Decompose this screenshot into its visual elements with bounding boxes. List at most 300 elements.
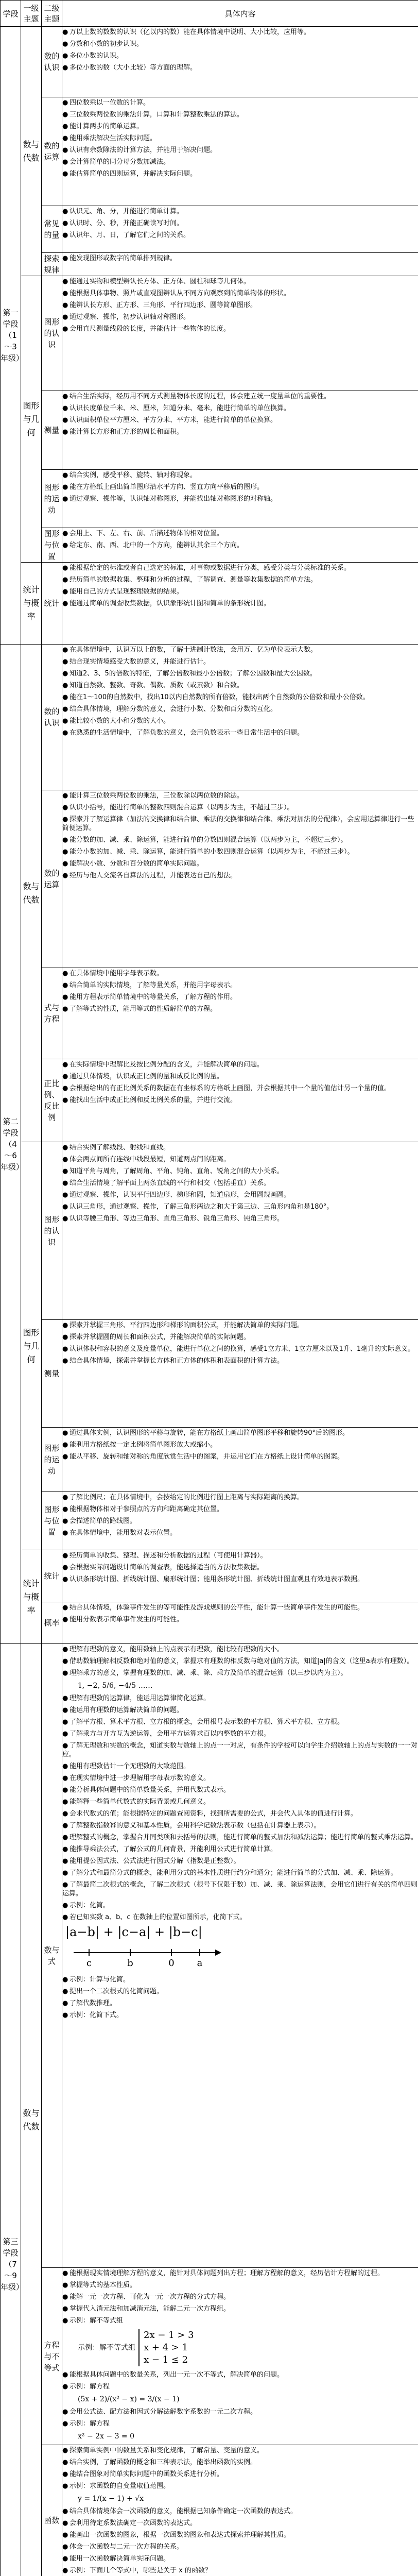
content-item (62, 1084, 418, 1093)
content-item-text: 结合简单的实际情境，了解等量关系，并能用字母表示。 (69, 981, 237, 989)
header-level1: 一级主题 (21, 1, 42, 27)
bullet-icon: ● (62, 393, 68, 400)
bullet-icon: ● (62, 1706, 68, 1714)
bullet-icon: ● (62, 123, 68, 130)
content-item-text: 认识长度单位千米、米、厘米，知道分米、毫米，能进行简单的单位换算。 (69, 404, 291, 412)
bullet-icon: ● (62, 146, 68, 154)
bullet-icon: ● (62, 705, 68, 713)
content-item (62, 2316, 418, 2325)
content-item (62, 122, 418, 131)
content-item-text: 体会两点间所有连线中线段最短，知道两点间的距离。 (69, 1156, 231, 1163)
content-item-text: 提出一个二次根式的化简问题。 (69, 1988, 164, 1995)
content-item (62, 1657, 418, 1666)
content-cell (62, 1142, 418, 1320)
content-item (62, 2408, 418, 2416)
bullet-icon: ● (62, 1657, 68, 1665)
content-item-text: 能结合图象对简单实际问题中的函数关系进行分析。 (69, 2470, 224, 2478)
bullet-icon: ● (62, 1730, 68, 1738)
bullet-icon: ● (62, 1096, 68, 1104)
content-item (62, 859, 418, 868)
content-item-text: 示例：解方程 (69, 2383, 110, 2391)
number-line-label: b (127, 1958, 133, 1969)
content-item (62, 1429, 418, 1437)
bullet-icon: ● (62, 1976, 68, 1984)
content-item-text: 示例：解不等式组 (69, 2317, 124, 2325)
content-item (62, 1517, 418, 1526)
bullet-icon: ● (62, 1191, 68, 1199)
content-item-text: 能通过简单的调查收集数据，认识象形统计图和简单的条形统计图。 (69, 600, 271, 607)
example-quadratic-equation: x² − 2x − 3 = 0 (78, 2432, 135, 2441)
content-item (62, 1833, 418, 1842)
content-item-text: 能运用有理数的运算解决简单的问题。 (69, 1706, 184, 1714)
content-item (62, 1191, 418, 1199)
content-item-text: 能用有理数估计一个无理数的大致范围。 (69, 1762, 190, 1770)
bullet-icon: ● (62, 1988, 68, 1995)
content-item-text: 能用方程表示简单情境中的等量关系，了解方程的作用。 (69, 993, 237, 1001)
content-item-text: 会计算简单的同分母分数加减法。 (69, 158, 170, 166)
bullet-icon: ● (62, 2383, 68, 2391)
bullet-icon: ● (62, 278, 68, 285)
content-item (62, 416, 418, 425)
number-line-label: a (197, 1958, 203, 1969)
bullet-icon: ● (62, 255, 68, 262)
curriculum-body (1, 27, 418, 2576)
content-item (62, 1786, 418, 1794)
content-item (62, 993, 418, 1002)
content-item-text: 了解等式的性质，能用等式的性质解简单的方程。 (69, 1005, 217, 1013)
example-number-line (68, 1943, 418, 1971)
content-item-text: 示例：计算与化简。 (69, 1976, 130, 1984)
content-item-text: 认识等腰三角形、等边三角形、直角三角形、锐角三角形、钝角三角形。 (69, 1215, 284, 1223)
bullet-icon: ● (62, 2555, 68, 2563)
content-item (62, 52, 418, 60)
content-item-text: 了解比例尺；在具体情境中，会按给定的比例进行图上距离与实际距离的换算。 (69, 1494, 304, 1501)
bullet-icon: ● (62, 1845, 68, 1853)
content-item (62, 1155, 418, 1164)
level1-topic-cell: 统计与概率 (21, 563, 42, 645)
content-item-text: 理解有理数的意义，能用数轴上的点表示有理数，能比较有理数的大小。 (69, 1646, 284, 1653)
content-item (62, 483, 418, 492)
bullet-icon: ● (62, 564, 68, 572)
content-item-text: 给定东、南、西、北中的一个方向，能辨认其余三个方向。 (69, 541, 244, 549)
bullet-icon: ● (62, 495, 68, 503)
level1-topic-cell: 数与代数 (21, 27, 42, 276)
content-cell (62, 790, 418, 968)
content-item-text: 能比较小数的大小和分数的大小。 (69, 717, 170, 725)
content-item-text: 多位小数的认识。 (69, 52, 124, 60)
bullet-icon: ● (62, 2531, 68, 2539)
bullet-icon: ● (62, 600, 68, 607)
content-item (62, 1551, 418, 1560)
level1-topic-cell: 图形与几何 (21, 276, 42, 563)
content-item (62, 2507, 418, 2516)
level2-topic-cell: 图形的运动 (42, 1428, 62, 1492)
level2-topic-cell: 图形与位置 (42, 1492, 62, 1550)
content-item-text: 了解无理数和实数的概念，知道实数与数轴上的点一一对应，有条件的学校可以向学生介绍数轴上的点与实数的一一对应。 (62, 1742, 418, 1758)
content-item (62, 1603, 418, 1612)
content-item (62, 1440, 418, 1449)
bullet-icon: ● (62, 1822, 68, 1829)
content-item (62, 1857, 418, 1866)
content-item-text: 示例：化简。 (69, 1902, 110, 1909)
content-item (62, 2370, 418, 2379)
bullet-icon: ● (62, 860, 68, 868)
content-cell (62, 2445, 418, 2576)
table-row (1, 2268, 418, 2445)
content-item-text: 结合实例，感受平移、旋转、轴对称现象。 (69, 471, 197, 479)
content-item (62, 1167, 418, 1176)
content-item-text: 能计算长方形和正方形的周长和面积。 (69, 428, 184, 436)
content-item-text: 会用公式法、配方法和因式分解法解数字系数的一元二次方程。 (69, 2408, 257, 2416)
bullet-icon: ● (62, 981, 68, 989)
content-cell (62, 528, 418, 563)
bullet-icon: ● (62, 1429, 68, 1437)
bullet-icon: ● (62, 2371, 68, 2379)
content-item (62, 1357, 418, 1365)
content-item (62, 529, 418, 538)
level2-topic-cell: 统计 (42, 563, 62, 645)
level2-topic-cell: 数的运算 (42, 97, 62, 206)
bullet-icon: ● (62, 290, 68, 297)
content-item (62, 1869, 418, 1877)
table-row (1, 528, 418, 563)
content-cell (62, 276, 418, 391)
content-item-text: 会根据给出的有正比例关系的数据在有坐标系的方格纸上画图，并会根据其中一个量的值估计另一个量的值。 (69, 1084, 391, 1092)
content-item (62, 575, 418, 584)
content-item (62, 587, 418, 596)
level2-topic-cell: 数的认识 (42, 27, 62, 97)
bullet-icon: ● (62, 1203, 68, 1211)
content-item (62, 28, 418, 37)
content-item (62, 1913, 418, 1922)
bullet-icon: ● (62, 64, 68, 72)
level2-topic-cell: 函数 (42, 2445, 62, 2576)
content-item (62, 1143, 418, 1152)
bullet-icon: ● (62, 1505, 68, 1513)
table-row (1, 1550, 418, 1602)
content-item-text: 结合生活情境了解平面上两条直线的平行和相交（包括垂直）关系。 (69, 1179, 271, 1187)
content-item (62, 1669, 418, 1677)
content-cell (62, 97, 418, 206)
content-item (62, 110, 418, 119)
content-item (62, 1575, 418, 1584)
content-item-text: 探索并掌握圆的周长和面积公式，并能解决简单的实际问题。 (69, 1333, 251, 1341)
content-item-text: 结合现实情境感受大数的意义，并能进行估计。 (69, 658, 211, 666)
bullet-icon: ● (62, 717, 68, 725)
content-item-text: 探索并了解运算律（加法的交换律和结合律、乘法的交换律和结合律、乘法对加法的分配律），会应用运算律进行一些简便运算。 (62, 816, 414, 832)
bullet-icon: ● (62, 1084, 68, 1092)
level2-topic-cell: 测量 (42, 391, 62, 470)
bullet-icon: ● (62, 1529, 68, 1537)
bullet-icon: ● (62, 1869, 68, 1877)
content-item-text: 在实际情境中理解比及按比例分配的含义，并能解决简单的问题。 (69, 1061, 264, 1069)
bullet-icon: ● (62, 993, 68, 1001)
table-row (1, 97, 418, 206)
bullet-icon: ● (62, 1786, 68, 1794)
level2-topic-cell: 统计 (42, 1550, 62, 1602)
content-item-text: 能用提公因式法、公式法进行因式分解（指数是正整数）。 (69, 1857, 240, 1865)
content-item-text: 了解乘方与开方互为逆运算，会用平方运算求百以内整数的平方根。 (69, 1730, 271, 1738)
content-item-text: 会根据实际问题设计简单的调查表，能选择适当的方法收集数据。 (69, 1564, 264, 1571)
bullet-icon: ● (62, 1604, 68, 1612)
content-item-text: 经历与他人交流各自算法的过程，并能表达自己的想法。 (69, 872, 237, 879)
bullet-icon: ● (62, 2011, 68, 2019)
content-item-text: 理解乘方的意义，掌握有理数的加、减、乘、除、乘方及简单的混合运算（以三步以内为主）。 (69, 1669, 347, 1677)
table-row (1, 27, 418, 97)
bullet-icon: ● (62, 2317, 68, 2325)
bullet-icon: ● (62, 1061, 68, 1069)
content-item (62, 2482, 418, 2490)
content-item-text: 分数和小数的初步认识。 (69, 40, 144, 48)
content-item-text: 掌握等式的基本性质。 (69, 2281, 137, 2289)
bullet-icon: ● (62, 1167, 68, 1175)
content-item (62, 207, 418, 216)
bullet-icon: ● (62, 2470, 68, 2478)
bullet-icon: ● (62, 231, 68, 239)
system-label: 示例：解不等式组 (78, 2344, 135, 2352)
content-item-text: 能根据物体相对于参照点的方向和距离确定其位置。 (69, 1505, 224, 1513)
bullet-icon: ● (62, 313, 68, 321)
bullet-icon: ● (62, 816, 68, 823)
content-item-text: 能计算三位数乘两位数的乘法，三位数除以两位数的除法。 (69, 792, 244, 800)
bullet-icon: ● (62, 1453, 68, 1461)
content-item (62, 2531, 418, 2539)
bullet-icon: ● (62, 836, 68, 844)
content-item (62, 170, 418, 178)
stage-cell: 第二学段（4～6年级） (1, 645, 21, 1644)
content-item-text: 能分数的加、减、乘、除运算，能进行简单的分数四则混合运算（以两步为主，不超过三步）。 (69, 836, 347, 844)
content-item-text: 能利用方格纸按一定比例将简单图形放大或缩小。 (69, 1441, 217, 1449)
content-cell (62, 1059, 418, 1142)
level2-topic-cell: 式与方程 (42, 968, 62, 1059)
content-cell (62, 253, 418, 276)
content-item (62, 1333, 418, 1342)
content-item-text: 能辨认长方形、正方形、三角形、平行四边形、圆等简单图形。 (69, 301, 257, 309)
table-row (1, 645, 418, 790)
content-item (62, 277, 418, 286)
bullet-icon: ● (62, 848, 68, 856)
level1-topic-cell: 数与代数 (21, 1644, 42, 2576)
number-line-graphic (68, 1943, 223, 1969)
content-item-text: 能在方格纸上画出简单图形沿水平方向、竖直方向平移后的图形。 (69, 483, 264, 491)
content-item (62, 646, 418, 654)
content-item-text: 知道平角与周角，了解周角、平角、钝角、直角、锐角之间的大小关系。 (69, 1167, 284, 1175)
bullet-icon: ● (62, 530, 68, 537)
bullet-icon: ● (62, 729, 68, 737)
content-item-text: 能根据给定的标准或者自己选定的标准，对事物或数据进行分类，感受分类与分类标准的关系。 (69, 564, 351, 572)
content-item (62, 1821, 418, 1830)
bullet-icon: ● (62, 416, 68, 424)
content-item-text: 认识三角形，通过观察、操作，了解三角形两边之和大于第三边、三角形内角和是180°。 (69, 1203, 334, 1211)
bullet-icon: ● (62, 792, 68, 800)
table-row (1, 563, 418, 645)
bullet-icon: ● (62, 2459, 68, 2466)
content-item-text: 能根据现实情境理解方程的意义，能针对具体问题列出方程；理解方程解的意义，经历估计方程解的过程。 (69, 2269, 385, 2277)
bullet-icon: ● (62, 1215, 68, 1223)
bullet-icon: ● (62, 2281, 68, 2289)
content-item-text: 认识小括号，能进行简单的整数四则混合运算（以两步为主，不超过三步）。 (69, 804, 294, 811)
content-item (62, 2566, 418, 2575)
bullet-icon: ● (62, 1552, 68, 1560)
number-line-arrow-icon (215, 1950, 221, 1956)
content-item (62, 693, 418, 702)
header-row (1, 1, 418, 27)
level2-topic-cell: 测量 (42, 1320, 62, 1428)
content-item-text: 会利用待定系数法确定一次函数的表达式。 (69, 2519, 197, 2527)
content-item (62, 803, 418, 812)
content-cell (62, 2268, 418, 2445)
content-item-text: 理解有理数的运算律，能运用运算律简化运算。 (69, 1694, 211, 1702)
content-item (62, 158, 418, 166)
content-item-text: 能根据具体事物、照片或直观图辨认从不同方向观察到的简单物体的形状。 (69, 290, 291, 297)
content-item (62, 1845, 418, 1854)
content-item-text: 理解整式的概念，掌握合并同类项和去括号的法则，能进行简单的整式加法和减法运算；能进行简单的整式乘法运算。 (69, 1834, 418, 1841)
content-cell (62, 968, 418, 1059)
content-item (62, 1060, 418, 1069)
level2-topic-cell: 正比例、反比例 (42, 1059, 62, 1142)
bullet-icon: ● (62, 1881, 68, 1889)
content-item-text: 结合具体情境，探索并掌握长方体和正方体的体积和表面积的计算方法。 (69, 1357, 284, 1365)
content-cell (62, 206, 418, 253)
content-item-text: 能解决小数、分数和百分数的简单实际问题。 (69, 860, 204, 868)
bullet-icon: ● (62, 2293, 68, 2301)
number-line-label: c (86, 1958, 92, 1969)
content-cell (62, 27, 418, 97)
system-line: x − 1 ≤ 2 (144, 2354, 188, 2365)
content-item-text: 示例：求函数的自变量取值范围。 (69, 2482, 170, 2490)
content-item (62, 871, 418, 880)
content-item-text: 在具体情境中，能用数对表示位置。 (69, 1529, 177, 1537)
bullet-icon: ● (62, 471, 68, 479)
table-row (1, 206, 418, 253)
content-item (62, 1493, 418, 1502)
bullet-icon: ● (62, 1694, 68, 1702)
content-item (62, 392, 418, 401)
header-stage: 学段 (1, 1, 21, 27)
content-item (62, 657, 418, 666)
content-item (62, 2293, 418, 2301)
content-item-text: 在具体情境中能用字母表示数。 (69, 970, 164, 977)
bullet-icon: ● (62, 970, 68, 977)
bullet-icon: ● (62, 1564, 68, 1571)
bullet-icon: ● (62, 1798, 68, 1806)
content-item-text: 能根据具体问题中的数量关系，列出一元一次不等式，解决简单的问题。 (69, 2371, 284, 2379)
bullet-icon: ● (62, 1616, 68, 1623)
content-cell (62, 1320, 418, 1428)
content-item-text: 能推导乘法公式，了解公式的几何背景，并能利用公式进行简单计算。 (69, 1845, 277, 1853)
content-item-text: 认识时、分、秒，并能正确读写时间。 (69, 219, 184, 227)
content-item (62, 1345, 418, 1353)
bullet-icon: ● (62, 1834, 68, 1841)
content-item-text: 结合实例，了解函数的概念和三种表示法，能举出函数的实例。 (69, 2459, 257, 2466)
content-item (62, 313, 418, 321)
level2-topic-cell: 图形的认识 (42, 276, 62, 391)
content-item-text: 在具体情境中，认识万以上的数，了解十进制计数法，会用万、亿为单位表示大数。 (69, 646, 318, 654)
bullet-icon: ● (62, 693, 68, 701)
content-item-text: 能估算简单的四则运算，并解决实际问题。 (69, 170, 197, 178)
content-item-text: 会用直尺测量线段的长度，并能估计一些物体的长度。 (69, 325, 231, 333)
content-item (62, 1645, 418, 1654)
content-item-text: 通过观察、操作等，认识轴对称图形，并能找出轴对称图形的对称轴。 (69, 495, 277, 503)
bullet-icon: ● (62, 301, 68, 309)
content-item-text: 认识体积和容积的意义及度量单位，能进行单位之间的换算，感受1立方米、1立方厘米以及1升、1毫升的实际意义。 (69, 1345, 415, 1353)
content-item (62, 2382, 418, 2391)
content-item-text: 三位数乘两位数的乘法计算，口算和计算整数乘法的算法。 (69, 111, 244, 118)
level2-topic-cell: 探索规律 (42, 253, 62, 276)
header-level2: 二级主题 (42, 1, 62, 27)
example-fraction-equation: (5x + 2)/(x² − x) = 3/(x − 1) (78, 2395, 180, 2403)
bullet-icon: ● (62, 1005, 68, 1013)
level2-topic-cell: 图形的运动 (42, 470, 62, 528)
level2-topic-cell: 方程与不等式 (42, 2268, 62, 2445)
level2-topic-cell: 数的认识 (42, 645, 62, 790)
content-cell (62, 1644, 418, 2268)
content-item (62, 815, 418, 833)
level2-topic-cell: 图形与位置 (42, 528, 62, 563)
content-item-text: 能解释一些简单代数式的实际背景或几何意义。 (69, 1798, 211, 1806)
content-item-text: 在现实情境中进一步理解用字母表示数的意义。 (69, 1774, 211, 1782)
content-item (62, 1179, 418, 1188)
content-cell (62, 1492, 418, 1550)
system-line: x + 4 > 1 (144, 2342, 188, 2353)
content-item (62, 1694, 418, 1703)
content-item (62, 146, 418, 155)
content-item-text: 结合具体情境，体验事件发生的等可能性及游戏规则的公平性，能计算一些简单事件发生的可能性。 (69, 1604, 364, 1612)
content-item (62, 1321, 418, 1330)
bullet-icon: ● (62, 646, 68, 654)
content-item-text: 能画出一次函数的图象，根据一次函数的图象和表达式探索并理解其性质。 (69, 2531, 291, 2539)
content-item (62, 1096, 418, 1105)
content-item (62, 325, 418, 333)
content-item (62, 404, 418, 413)
content-item-text: 认识年、月、日，了解它们之间的关系。 (69, 231, 190, 239)
stage-cell: 第一学段（1～3年级） (1, 27, 21, 645)
content-item (62, 289, 418, 298)
level2-topic-cell: 图形的认识 (42, 1142, 62, 1320)
content-item (62, 219, 418, 228)
content-cell (62, 1602, 418, 1644)
level2-topic-cell: 概率 (42, 1602, 62, 1644)
content-item-text: 体会一次函数与二元一次方程的关系。 (69, 2543, 184, 2551)
bullet-icon: ● (62, 1742, 68, 1750)
content-item (62, 836, 418, 844)
content-item-text: 经历简单的数据收集、整理和分析的过程，了解调查、测量等收集数据的简单方法。 (69, 576, 318, 584)
content-item (62, 1706, 418, 1715)
bullet-icon: ● (62, 1517, 68, 1525)
content-item-text: 知道2、3、5的倍数的特征，了解公倍数和最小公倍数；了解公因数和最大公因数。 (69, 670, 317, 677)
content-item (62, 1214, 418, 1223)
content-item-text: 认识条形统计图、折线统计图、扇形统计图；能用条形统计图、折线统计图直观且有效地表示数据。 (69, 1575, 364, 1583)
content-item (62, 1880, 418, 1898)
content-item (62, 134, 418, 143)
bullet-icon: ● (62, 1441, 68, 1449)
content-item (62, 2281, 418, 2290)
content-cell (62, 391, 418, 470)
level2-topic-cell: 数的运算 (42, 790, 62, 968)
bullet-icon: ● (62, 1345, 68, 1353)
content-item (62, 1505, 418, 1514)
content-item-text: 能分小数的加、减、乘、除运算，能进行简单的小数四则混合运算（以两步为主，不超过三步）。 (69, 848, 354, 856)
content-item-text: 借助数轴理解相反数和绝对值的意义，掌握求有理数的相反数与绝对值的方法，知道|a|的含义（这里a表示有理数）。 (69, 1657, 414, 1665)
content-item-text: 掌握代入消元法和加减消元法，能解二元一次方程组。 (69, 2305, 231, 2313)
content-item (62, 717, 418, 725)
bullet-icon: ● (62, 2420, 68, 2428)
table-row (1, 1602, 418, 1644)
bullet-icon: ● (62, 111, 68, 118)
content-item-text: 示例：下面几个等式中，哪些是关于 x 的函数？ (69, 2567, 212, 2574)
content-item (62, 1730, 418, 1738)
bullet-icon: ● (62, 208, 68, 215)
